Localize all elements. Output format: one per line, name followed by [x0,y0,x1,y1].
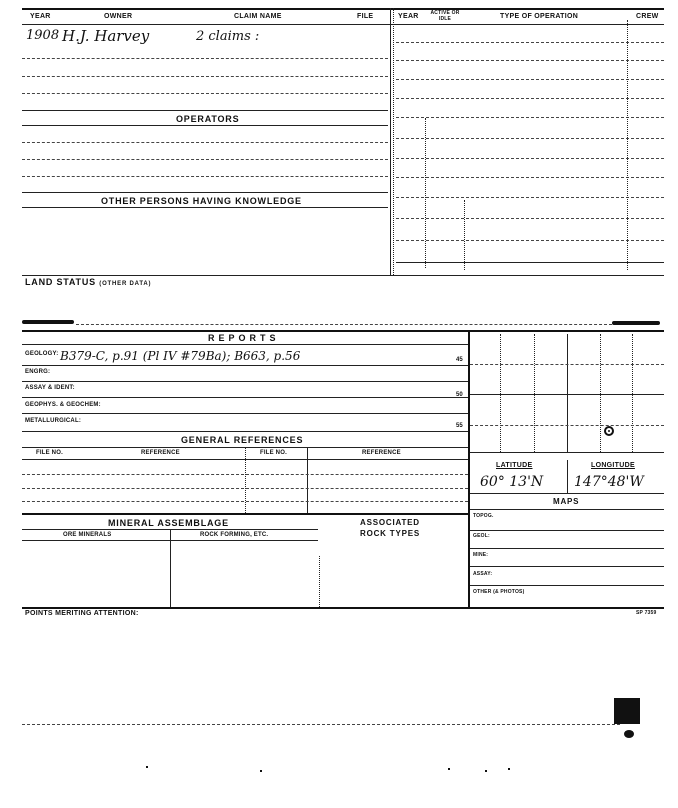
other-persons-rule [22,207,388,208]
mineral-assemblage-heading: MINERAL ASSEMBLAGE [108,518,229,528]
rock-types-heading: ROCK TYPES [360,529,421,538]
right-row-line [396,138,664,139]
right-column-divider [464,200,465,270]
right-row-line [396,177,664,178]
ore-minerals-label: ORE MINERALS [63,532,112,538]
scan-speck [448,768,450,770]
land-status-heading: LAND STATUS (OTHER DATA) [25,277,152,287]
metallurgical-rule [22,431,468,432]
grid-bottom-rule [470,452,664,453]
longitude-label: LONGITUDE [591,462,635,469]
grid-line [534,334,535,452]
references-bottom-rule [22,513,468,515]
other-persons-heading: OTHER PERSONS HAVING KNOWLEDGE [101,196,302,206]
operators-row-line [22,159,388,160]
geology-rule [22,365,468,366]
right-row-line [396,158,664,159]
bottom-dash-line [22,724,620,725]
latitude-label: LATITUDE [496,462,533,469]
scan-speck [260,770,262,772]
references-column-divider [245,447,246,513]
grid-line [470,425,664,426]
right-row-line [396,240,664,241]
maps-other: OTHER (& PHOTOS) [473,589,525,595]
scan-mark [22,320,74,324]
references-row-line [22,488,468,489]
maps-topog: TOPOG. [473,513,494,519]
operators-rule [22,125,388,126]
right-row-line [396,197,664,198]
grid-line [567,334,568,452]
points-heading: POINTS MERITING ATTENTION: [25,610,139,617]
operators-heading: OPERATORS [176,114,240,124]
right-row-line [396,117,664,118]
maps-assay: ASSAY: [473,571,493,577]
location-marker-icon [604,426,614,436]
operators-row-line [22,176,388,177]
right-row-line [396,218,664,219]
latitude-value: 60° 13'N [480,474,544,490]
metallurgical-label: METALLURGICAL: [25,418,82,424]
maps-row-rule [470,566,664,567]
main-vertical-divider [390,8,391,275]
points-top-rule [22,607,664,609]
grid-line [470,364,664,365]
scan-mark [612,321,660,325]
right-row-line [396,60,664,61]
mineral-column-divider [319,556,320,607]
owner-row-line [22,58,388,59]
geophys-rule [22,413,468,414]
maps-heading-rule [470,509,664,510]
ref-file-no: FILE NO. [36,450,63,456]
owner-row-line [22,110,388,111]
header-active-or-idle: ACTIVE OR IDLE [430,10,460,22]
maps-row-rule [470,585,664,586]
geology-label: GEOLOGY: [25,351,59,357]
owner-row-line [22,93,388,94]
grid-line [600,334,601,452]
row-number-50: 50 [456,392,463,398]
header-year: YEAR [30,13,51,20]
right-row-line [396,79,664,80]
entry-year: 1908 [26,28,60,43]
land-status-rule [22,275,664,276]
maps-row-rule [470,548,664,549]
right-column-divider [627,20,628,270]
header-crew: CREW [636,13,659,20]
longitude-value: 147°48'W [574,474,644,490]
entry-owner: H.J. Harvey [62,27,150,45]
references-row-line [22,501,468,502]
reports-top-dash [76,324,612,325]
right-row-line [396,98,664,99]
associated-heading: ASSOCIATED [360,518,420,527]
references-column-divider [307,447,308,513]
scan-mark [624,730,634,738]
right-row-line [396,42,664,43]
engrg-label: ENGRG: [25,369,51,375]
right-row-line [396,262,664,263]
scan-mark [614,698,640,724]
assay-rule [22,397,468,398]
header-file: FILE [357,13,374,20]
reports-top-rule [22,330,664,332]
header-top-rule [22,8,664,10]
form-number: SP 7359 [636,610,657,616]
geophys-label: GEOPHYS. & GEOCHEM: [25,402,101,408]
grid-line [632,334,633,452]
maps-heading: MAPS [553,497,580,506]
scan-speck [485,770,487,772]
maps-top-rule [470,493,664,494]
ref-reference-2: REFERENCE [362,450,401,456]
header-bottom-rule [22,24,664,25]
geology-value: B379-C, p.91 (Pl IV #79Ba); B663, p.56 [60,349,301,363]
operators-row-line [22,142,388,143]
row-number-55: 55 [456,423,463,429]
grid-line [500,334,501,452]
scan-speck [508,768,510,770]
main-vertical-divider-2 [393,8,394,275]
maps-mine: MINE: [473,552,489,558]
header-year-2: YEAR [398,13,419,20]
assay-label: ASSAY & IDENT: [25,385,75,391]
maps-geol: GEOL: [473,533,490,539]
grid-line [470,394,664,395]
mineral-column-divider [170,529,171,607]
latlon-divider [567,460,568,493]
right-column-divider [425,118,426,268]
references-row-line [22,474,468,475]
row-number-45: 45 [456,357,463,363]
header-owner: OWNER [104,13,133,20]
header-claim-name: CLAIM NAME [234,13,282,20]
operators-row-line [22,192,388,193]
ref-reference: REFERENCE [141,450,180,456]
reports-heading: REPORTS [208,333,280,343]
owner-row-line [22,76,388,77]
entry-claim: 2 claims : [196,29,260,44]
scan-speck [146,766,148,768]
reports-heading-rule [22,344,468,345]
ref-file-no-2: FILE NO. [260,450,287,456]
maps-row-rule [470,530,664,531]
general-references-heading: GENERAL REFERENCES [181,435,304,445]
engrg-rule [22,381,468,382]
header-type-of-operation: TYPE OF OPERATION [500,13,579,20]
rock-forming-label: ROCK FORMING, ETC. [200,532,269,538]
